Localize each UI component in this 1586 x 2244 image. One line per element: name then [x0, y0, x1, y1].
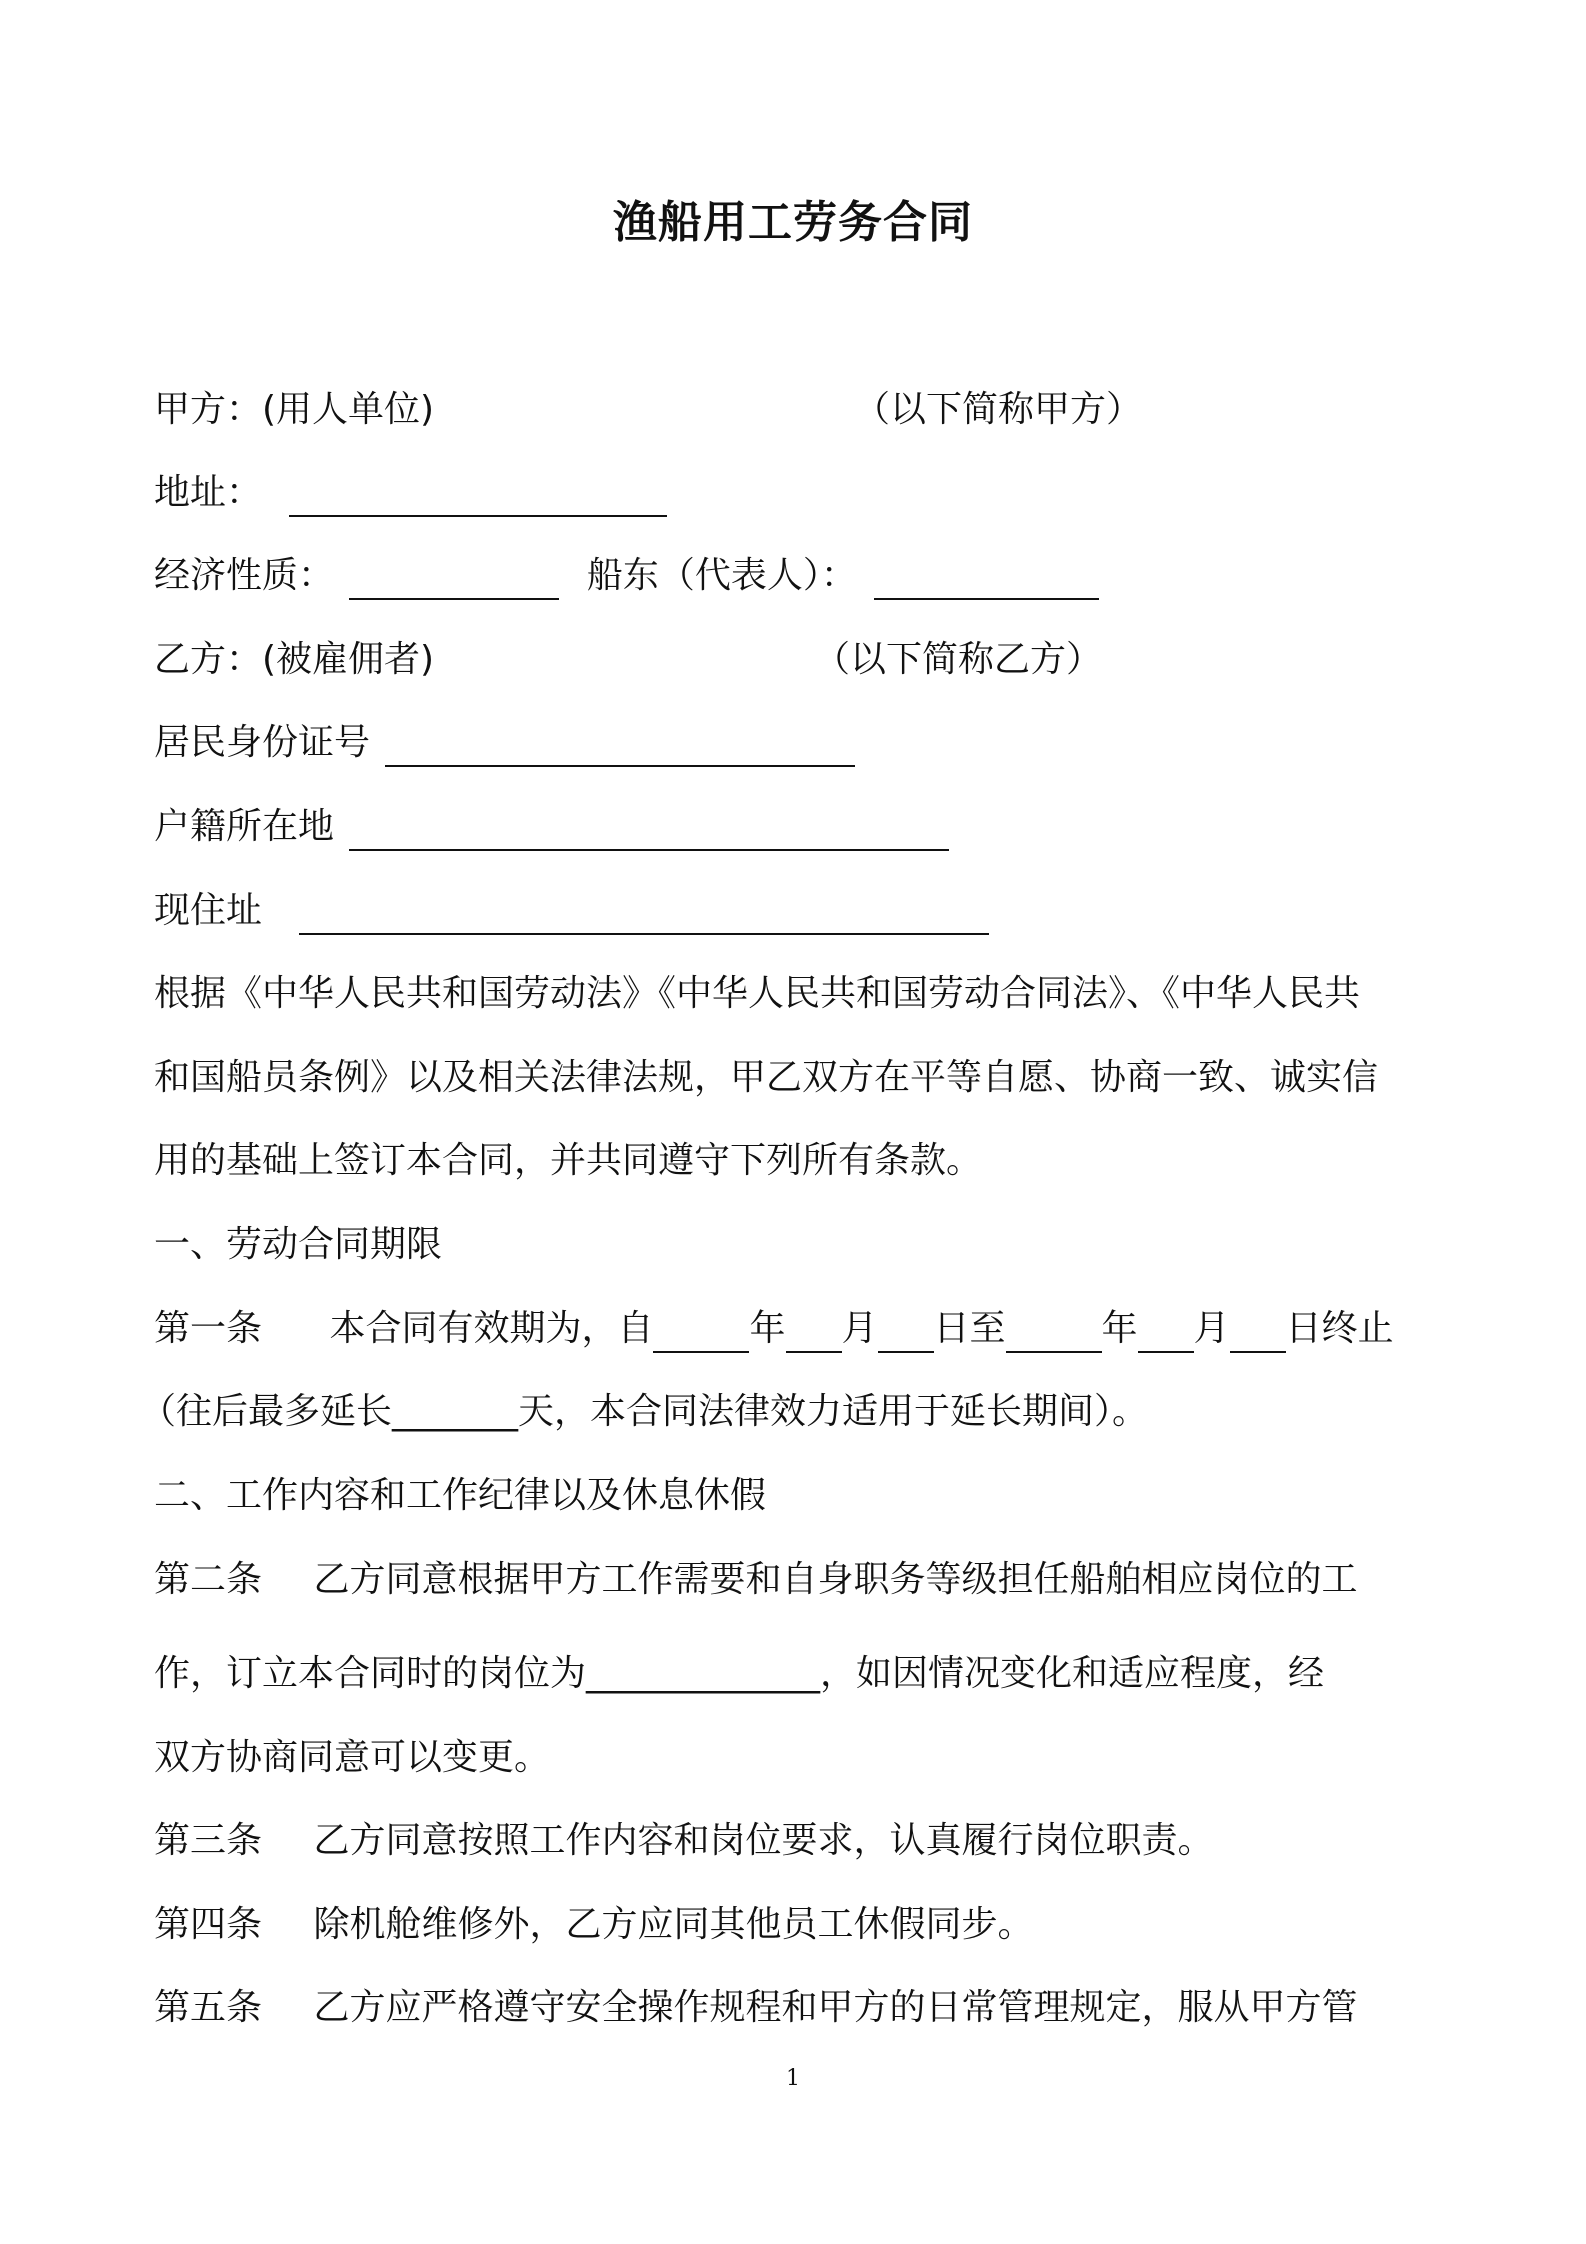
article-4-line [154, 1904, 1034, 1945]
end-day-blank[interactable] [1230, 1350, 1286, 1353]
end-month-blank[interactable] [1138, 1350, 1194, 1353]
id-label: 居民身份证号 [154, 722, 371, 763]
party-a-alias: （以下简称甲方） [854, 389, 1143, 430]
address-label: 地址： [154, 472, 263, 513]
party-a-label: 甲方：(用人单位) [154, 389, 435, 430]
section-1-heading: 一、劳动合同期限 [154, 1224, 443, 1265]
article-1-label: 第一条 [154, 1308, 263, 1349]
end-year-blank[interactable] [1006, 1350, 1102, 1353]
document-title: 渔船用工劳务合同 [613, 197, 973, 248]
article-3-text: 乙方同意按照工作内容和岗位要求，认真履行岗位职责。 [313, 1820, 1214, 1861]
household-label: 户籍所在地 [154, 806, 335, 847]
article-5-line [154, 1987, 1358, 2028]
party-b-alias: （以下简称乙方） [814, 639, 1103, 680]
preamble-line-1: 根据《中华人民共和国劳动法》《中华人民共和国劳动合同法》、《中华人民共 [154, 973, 1361, 1014]
article-4-text: 除机舱维修外，乙方应同其他员工休假同步。 [313, 1904, 1034, 1945]
section-2-heading: 二、工作内容和工作纪律以及休息休假 [154, 1475, 767, 1516]
start-day-blank[interactable] [878, 1350, 934, 1353]
id-line [154, 722, 855, 763]
nature-blank[interactable] [349, 597, 559, 600]
article-2-line-2: 作，订立本合同时的岗位为_____________，如因情况变化和适应程度，经 [154, 1653, 1325, 1694]
article-5-text: 乙方应严格遵守安全操作规程和甲方的日常管理规定，服从甲方管 [313, 1987, 1358, 2028]
start-month-label: 月 [841, 1308, 878, 1349]
household-line [154, 806, 949, 847]
end-day-label: 日终止 [1285, 1308, 1394, 1349]
household-blank[interactable] [349, 848, 949, 851]
party-a-line [154, 389, 1143, 430]
end-year-label: 年 [1101, 1308, 1138, 1349]
party-b-line [154, 639, 1103, 680]
article-1-line-1 [154, 1308, 1394, 1349]
article-2-line-3: 双方协商同意可以变更。 [154, 1737, 551, 1778]
start-year-label: 年 [749, 1308, 786, 1349]
id-blank[interactable] [385, 764, 855, 767]
start-day-label: 日至 [933, 1308, 1006, 1349]
preamble-line-3: 用的基础上签订本合同，并共同遵守下列所有条款。 [154, 1140, 983, 1181]
residence-blank[interactable] [299, 932, 989, 935]
preamble-line-2: 和国船员条例》以及相关法律法规，甲乙双方在平等自愿、协商一致、诚实信 [154, 1057, 1379, 1098]
start-year-blank[interactable] [653, 1350, 749, 1353]
nature-label: 经济性质： [154, 555, 335, 596]
end-month-label: 月 [1193, 1308, 1230, 1349]
residence-line [154, 890, 989, 931]
page-number: 1 [786, 2066, 800, 2091]
start-month-blank[interactable] [786, 1350, 842, 1353]
party-b-label: 乙方：(被雇佣者) [154, 639, 435, 680]
article-1-line-2: （往后最多延长_______天，本合同法律效力适用于延长期间）。 [140, 1391, 1149, 1432]
article-1-text: 本合同有效期为，自 [329, 1308, 654, 1349]
article-3-line [154, 1820, 1214, 1861]
owner-label: 船东（代表人）： [586, 555, 857, 596]
address-blank[interactable] [289, 514, 667, 517]
article-4-label: 第四条 [154, 1904, 263, 1945]
article-2-line-1 [154, 1559, 1358, 1600]
article-2-label: 第二条 [154, 1559, 263, 1600]
nature-line [154, 555, 1099, 596]
owner-blank[interactable] [874, 597, 1099, 600]
article-3-label: 第三条 [154, 1820, 263, 1861]
residence-label: 现住址 [154, 890, 263, 931]
address-line [154, 472, 667, 513]
article-5-label: 第五条 [154, 1987, 263, 2028]
article-2-text-1: 乙方同意根据甲方工作需要和自身职务等级担任船舶相应岗位的工 [313, 1559, 1358, 1600]
